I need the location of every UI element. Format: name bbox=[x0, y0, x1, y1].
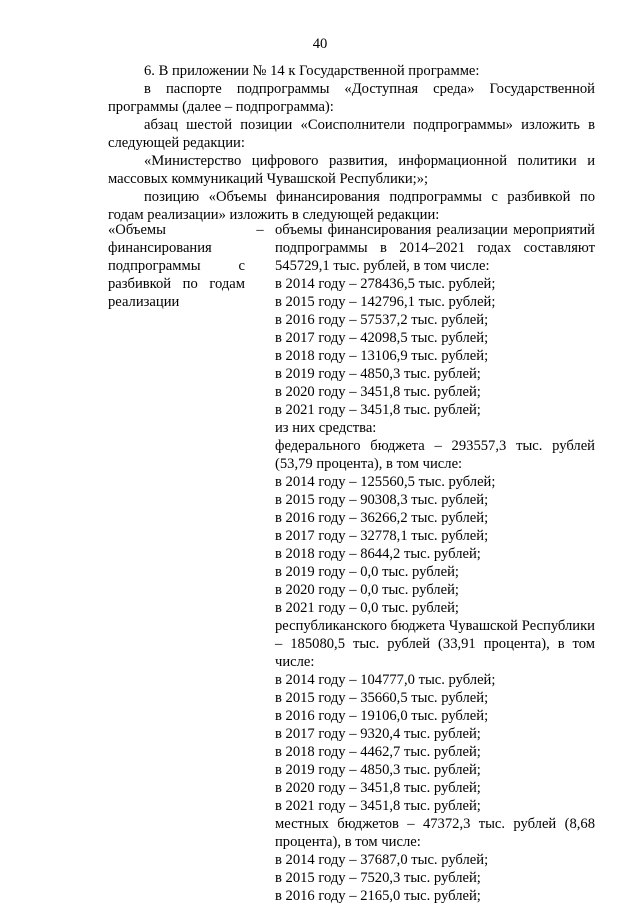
total-financing-text: объемы финансирования реализации мероприятий подпрограммы в 2014–2021 годах составляют 545729,1 тыс. рублей, в том числе: bbox=[275, 222, 595, 274]
label-dash: – bbox=[256, 222, 264, 238]
federal-year-2019: в 2019 году – 0,0 тыс. рублей; bbox=[275, 564, 459, 580]
paragraph-six-instruction: абзац шестой позиции «Соисполнители подпрограммы» изложить в следующей редакции: bbox=[108, 117, 595, 151]
republic-budget-text: республиканского бюджета Чувашской Республики – 185080,5 тыс. рублей (33,91 процента), в том числе: bbox=[275, 618, 595, 670]
ministry-text: «Министерство цифрового развития, информационной политики и массовых коммуникаций Чувашской Республики;»; bbox=[108, 153, 595, 187]
local-budget-text: местных бюджетов – 47372,3 тыс. рублей (8,68 процента), в том числе: bbox=[275, 816, 595, 850]
passport-paragraph: в паспорте подпрограммы «Доступная среда» Государственной программы (далее – подпрограмма): bbox=[108, 81, 595, 115]
financing-position-instruction: позицию «Объемы финансирования подпрограммы с разбивкой по годам реализации» изложить в следующей редакции: bbox=[108, 189, 595, 223]
local-year-2014: в 2014 году – 37687,0 тыс. рублей; bbox=[275, 852, 489, 868]
federal-year-2021: в 2021 году – 0,0 тыс. рублей; bbox=[275, 600, 459, 616]
republic-year-2017: в 2017 году – 9320,4 тыс. рублей; bbox=[275, 726, 481, 742]
financing-values bbox=[275, 221, 595, 905]
local-year-2015: в 2015 году – 7520,3 тыс. рублей; bbox=[275, 870, 481, 886]
republic-year-2018: в 2018 году – 4462,7 тыс. рублей; bbox=[275, 744, 481, 760]
total-year-2016: в 2016 году – 57537,2 тыс. рублей; bbox=[275, 312, 489, 328]
total-year-2018: в 2018 году – 13106,9 тыс. рублей; bbox=[275, 348, 489, 364]
amendment-item-6: 6. В приложении № 14 к Государственной программе: bbox=[144, 63, 480, 79]
amendment-intro bbox=[108, 62, 595, 224]
total-year-2015: в 2015 году – 142796,1 тыс. рублей; bbox=[275, 294, 496, 310]
total-year-2020: в 2020 году – 3451,8 тыс. рублей; bbox=[275, 384, 481, 400]
federal-year-2015: в 2015 году – 90308,3 тыс. рублей; bbox=[275, 492, 489, 508]
total-year-2019: в 2019 году – 4850,3 тыс. рублей; bbox=[275, 366, 481, 382]
federal-year-2014: в 2014 году – 125560,5 тыс. рублей; bbox=[275, 474, 496, 490]
financing-table bbox=[108, 221, 595, 905]
page-number: 40 bbox=[312, 36, 328, 52]
local-year-2016: в 2016 году – 2165,0 тыс. рублей; bbox=[275, 888, 481, 904]
federal-year-2016: в 2016 году – 36266,2 тыс. рублей; bbox=[275, 510, 489, 526]
total-year-2017: в 2017 году – 42098,5 тыс. рублей; bbox=[275, 330, 489, 346]
republic-year-2019: в 2019 году – 4850,3 тыс. рублей; bbox=[275, 762, 481, 778]
federal-year-2018: в 2018 году – 8644,2 тыс. рублей; bbox=[275, 546, 481, 562]
federal-budget-text: федерального бюджета – 293557,3 тыс. рублей (53,79 процента), в том числе: bbox=[275, 438, 595, 472]
federal-year-2017: в 2017 году – 32778,1 тыс. рублей; bbox=[275, 528, 489, 544]
republic-year-2015: в 2015 году – 35660,5 тыс. рублей; bbox=[275, 690, 489, 706]
total-year-2014: в 2014 году – 278436,5 тыс. рублей; bbox=[275, 276, 496, 292]
financing-label: «Объемы финансирования подпрограммы с разбивкой по годам реализации bbox=[108, 222, 245, 310]
republic-year-2014: в 2014 году – 104777,0 тыс. рублей; bbox=[275, 672, 496, 688]
total-year-2021: в 2021 году – 3451,8 тыс. рублей; bbox=[275, 402, 481, 418]
federal-year-2020: в 2020 году – 0,0 тыс. рублей; bbox=[275, 582, 459, 598]
republic-year-2021: в 2021 году – 3451,8 тыс. рублей; bbox=[275, 798, 481, 814]
from-them-label: из них средства: bbox=[275, 420, 377, 436]
republic-year-2020: в 2020 году – 3451,8 тыс. рублей; bbox=[275, 780, 481, 796]
republic-year-2016: в 2016 году – 19106,0 тыс. рублей; bbox=[275, 708, 489, 724]
